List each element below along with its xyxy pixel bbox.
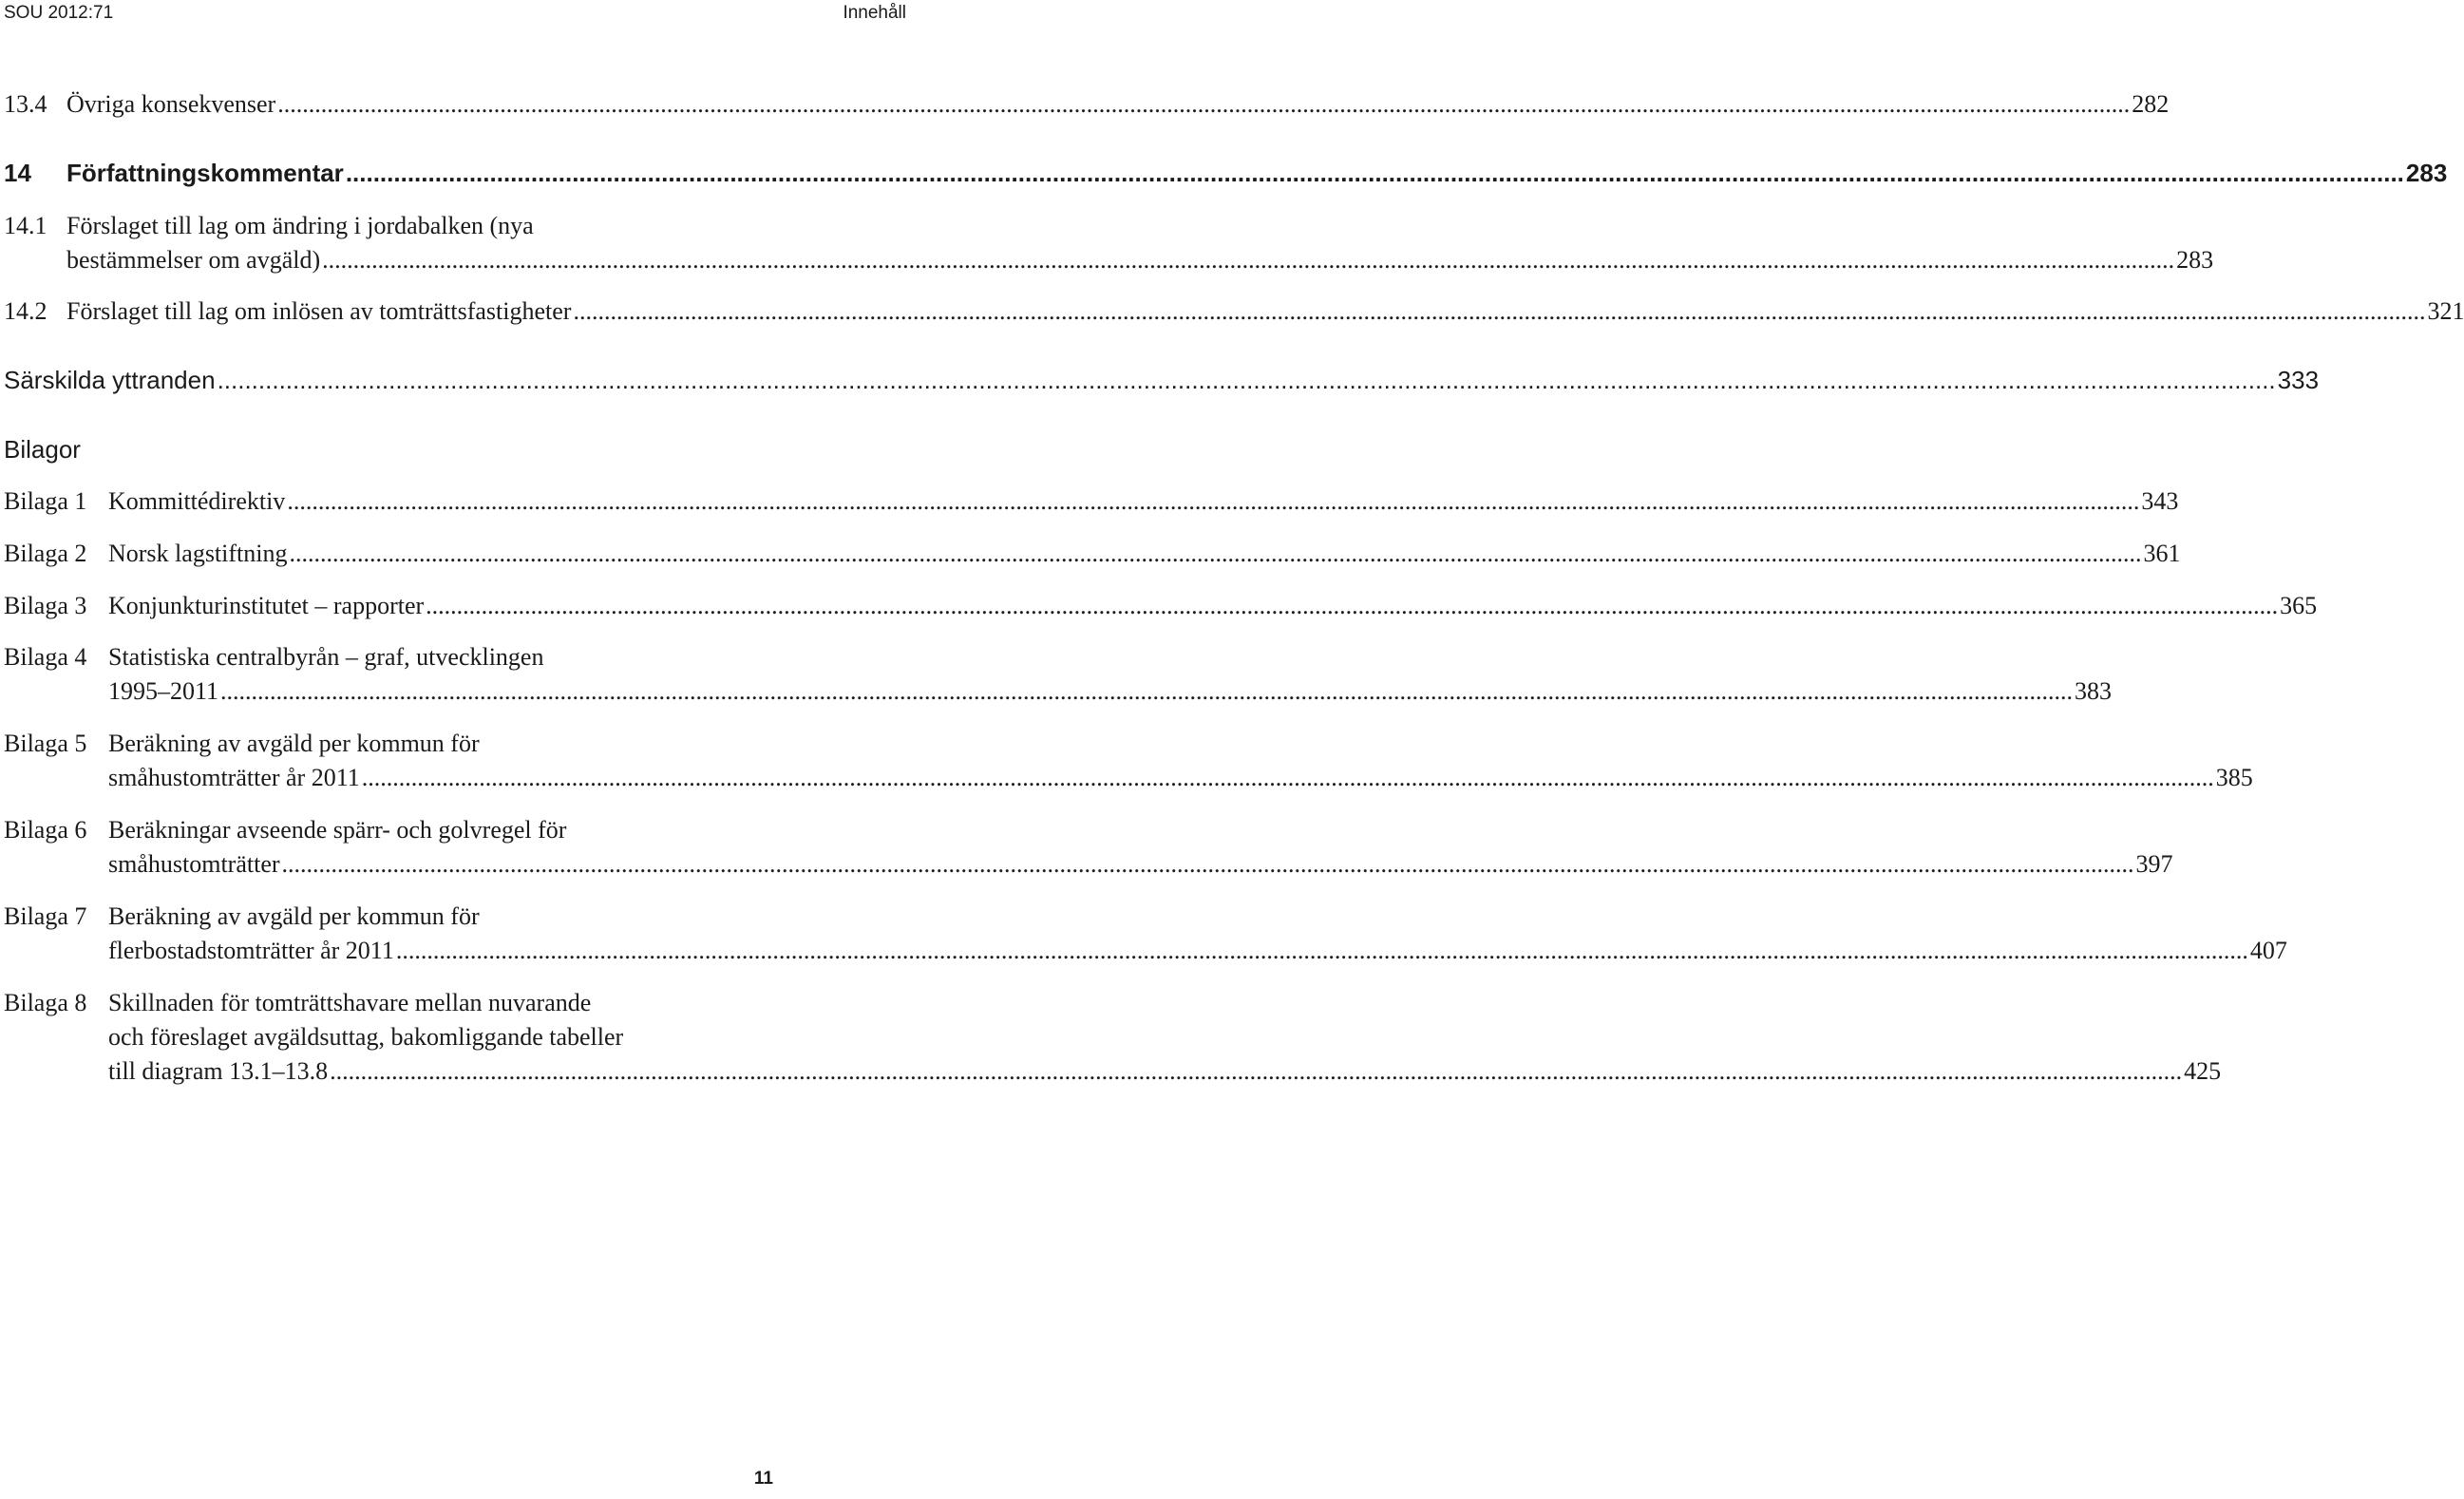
toc-appendix-title: 1995–2011 [108,677,219,705]
toc-appendix-title-line: och föreslaget avgäldsuttag, bakomliggande tabeller [108,1023,624,1051]
running-header-left: SOU 2012:71 [4,3,114,23]
dot-leader: ............................................................................................................................................................................................................................................................................................................ [217,366,2276,394]
toc-appendix-page: 385 [2215,764,2253,791]
dot-leader: ............................................................................................................................................................................................................................................................................................................ [426,592,2279,619]
toc-entry-number: 14.2 [4,297,47,325]
dot-leader: ............................................................................................................................................................................................................................................................................................................ [277,90,2131,118]
dot-leader: ............................................................................................................................................................................................................................................................................................................ [573,297,2426,325]
toc-appendix-title: Kommittédirektiv [108,487,286,515]
toc-appendix-title: flerbostadstomträtter år 2011 [108,937,394,964]
toc-entry-title-line: Förslaget till lag om ändring i jordabalken (nya [66,212,534,239]
toc-appendix-page: 383 [2075,677,2113,705]
toc-entry-number: 13.4 [4,90,47,118]
dot-leader: ............................................................................................................................................................................................................................................................................................................ [395,937,2248,964]
dot-leader: ............................................................................................................................................................................................................................................................................................................ [345,159,2404,187]
toc-entry-title: Förslaget till lag om inlösen av tomträttsfastigheter [66,297,572,325]
toc-appendix-title-line: Statistiska centralbyrån – graf, utvecklingen [108,643,544,671]
toc-entry-page: 283 [2405,159,2448,187]
toc-entry-title: bestämmelser om avgäld) [66,246,321,274]
toc-entry-title: Särskilda yttranden [4,366,216,394]
dot-leader: ............................................................................................................................................................................................................................................................................................................ [361,764,2214,791]
toc-appendix-page: 407 [2249,937,2287,964]
toc-entry-page: 333 [2277,366,2320,394]
toc-appendix-title: till diagram 13.1–13.8 [108,1057,329,1085]
toc-entry-number: 14.1 [4,212,47,239]
section-heading-bilagor: Bilagor [4,435,81,464]
toc-appendix-number: Bilaga 5 [4,730,87,757]
toc-appendix-title-line: Beräkning av avgäld per kommun för [108,730,480,757]
toc-entry-title: Övriga konsekvenser [66,90,276,118]
toc-appendix-number: Bilaga 8 [4,989,87,1016]
toc-appendix-title: småhustomträtter år 2011 [108,764,360,791]
toc-entry-page: 283 [2176,246,2214,274]
toc-entry-title: Författningskommentar [66,159,344,187]
dot-leader: ............................................................................................................................................................................................................................................................................................................ [287,487,2140,515]
running-header-right: Innehåll [843,3,906,23]
dot-leader: ............................................................................................................................................................................................................................................................................................................ [322,246,2175,274]
toc-appendix-title-line: Beräkning av avgäld per kommun för [108,902,480,930]
toc-entry-page: 282 [2132,90,2170,118]
toc-appendix-page: 397 [2135,850,2173,878]
dot-leader: ............................................................................................................................................................................................................................................................................................................ [289,540,2142,567]
toc-appendix-page: 425 [2184,1057,2222,1085]
dot-leader: ............................................................................................................................................................................................................................................................................................................ [220,677,2074,705]
toc-appendix-title-line: Beräkningar avseende spärr- och golvregel för [108,816,567,844]
toc-appendix-title: Norsk lagstiftning [108,540,288,567]
toc-appendix-number: Bilaga 4 [4,643,87,671]
toc-appendix-number: Bilaga 2 [4,540,87,567]
dot-leader: ............................................................................................................................................................................................................................................................................................................ [281,850,2134,878]
page-number: 11 [753,1469,773,1489]
toc-appendix-title-line: Skillnaden för tomträttshavare mellan nuvarande [108,989,592,1016]
toc-appendix-number: Bilaga 7 [4,902,87,930]
toc-appendix-number: Bilaga 1 [4,487,87,515]
toc-appendix-page: 343 [2141,487,2179,515]
toc-appendix-title: Konjunkturinstitutet – rapporter [108,592,425,619]
toc-entry-number: 14 [4,159,31,187]
dot-leader: ............................................................................................................................................................................................................................................................................................................ [330,1057,2183,1085]
toc-appendix-title: småhustomträtter [108,850,280,878]
toc-entry-page: 321 [2427,297,2464,325]
toc-appendix-page: 365 [2280,592,2318,619]
toc-appendix-page: 361 [2143,540,2181,567]
toc-appendix-number: Bilaga 3 [4,592,87,619]
toc-appendix-number: Bilaga 6 [4,816,87,844]
